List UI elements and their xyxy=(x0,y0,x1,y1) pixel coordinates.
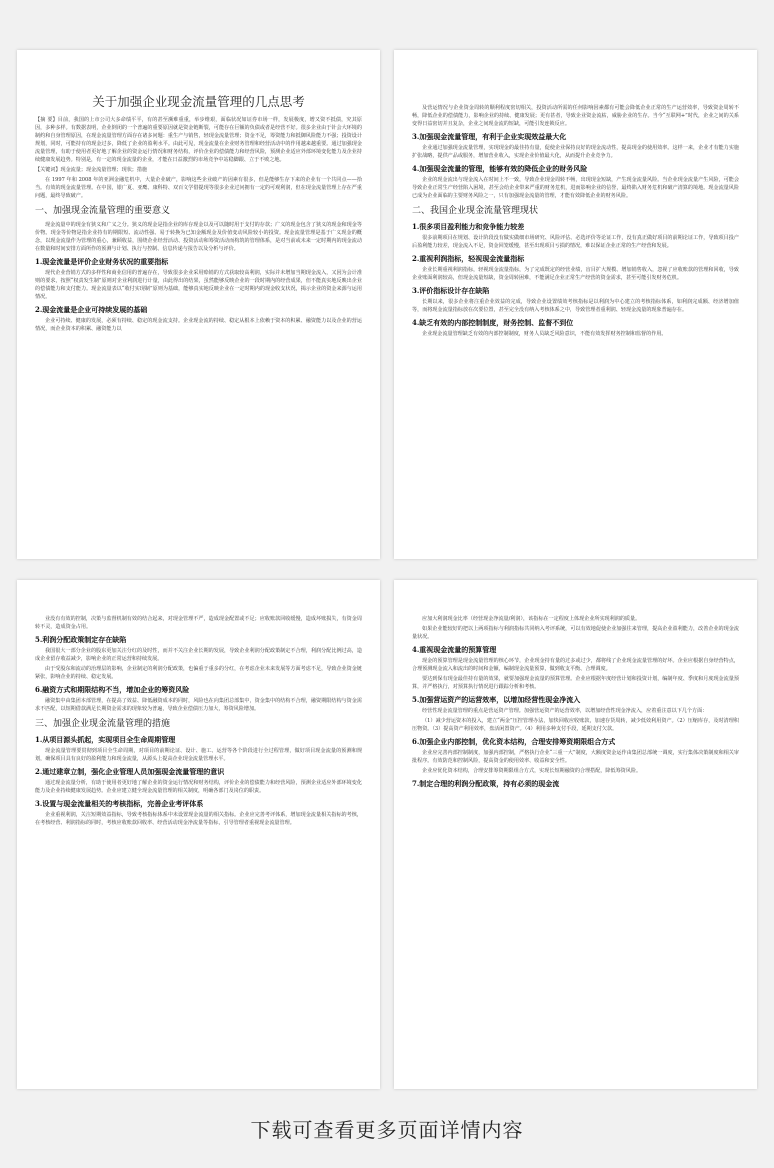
paragraph: 及营运情况与企业资金周转的顺利程度密切相关，投资活动所需的任何影响因素都有可能会降低企业正常的生产运营效率，导致资金周转不畅，降低企业的偿债能力，影响企业的持续、健康发展；更有甚者，导致企业资金流枯，威胁企业的生存。当今“互联网+”时代，企业之间的关系变得日益密切并且复杂，企业之间现金流的短缺，可能引发连锁反应。 xyxy=(412,105,739,127)
paragraph: 由于受股东和流动的治理层的影响，企业制定的利润分配政策，也偏重于重多的分红，在考虑企业未来发展等方面考虑不足，导致企业资金链紧张，影响企业的持续、稳定发展。 xyxy=(35,666,362,680)
document-page-3 xyxy=(17,580,380,1089)
document-page-4 xyxy=(394,580,757,1089)
subsection-heading: 6.加强企业内部控制，优化资本结构，合理安排筹资期限组合方式 xyxy=(412,737,616,746)
subsection-heading: 3.设置与现金流量相关的考核指标，完善企业考评体系 xyxy=(35,799,204,808)
abstract: 【摘 要】目前，我国的上市公司大多命绩平平，有的甚至濒难重重，举步维艰，面临状况如证券市场一样，发展极度，增又资不抵债，究其原因，多种多样。有数据表明，企业倒闭的一个普遍的重要原因就是资金链断裂，可能存在巨额的负债或者是经营不好。很多企业由于针会大环境的制约和自身管理原因，在现金流量管理方面存在诸多问题：重生产与销售，轻现金流量管理；资金不足，筹资能力和抵御风险能力不强；投资设计规划，同时，可能持有的现金过多，降低了企业的盈利水平。由此可见，现金流量在企业财务管理和经营活动中的作用越来越重要。通过加强现金流量管理，有助于使用者更好地了解企业的资金运行情况和财务结构，评价企业的偿债能力和经营风险，预测企业适应外部环境变化能力及企业持续健康发展趋势。特别是，有一定的现金流量的企业，才能在日益激烈的市场竞争中站稳脚跟、立于不败之地。 xyxy=(35,117,362,163)
subsection-heading: 7.制定合理的利润分配政策，持有必须的现金流 xyxy=(412,779,560,788)
paragraph: （1）减少营运资本的投入，建立“两金”压控管理办法，加快回收应收账款，加速存货周转，减少低效利用资产。（2）压缩库存，及时清理积压物资。（3）提高资产利用效率，盘活闲置资产。（4）利用多种支付手段，延期支付欠款。 xyxy=(412,718,739,732)
paragraph: 现代企业营销方式的多样性和商业信用的普遍存在，导致很多企业采用赊销的方式获取较高利润，实际并未增加当期现金流入，又因为会计准则的要求，按照“权责发生制”原则对企业利润进行计量，由此得出的结果，虽然能够反映企业的一段时期内的经营成果，但不能真实地反映出企业的偿债能力和支付能力。现金流量表以“收付实现制”原则为基础，能够真实地反映企业在一定时期内的现金收支状况，揭示企业的资金来源与运用情况。 xyxy=(35,270,362,300)
paragraph: 业没有有效的控制，决策与监督机制有效的结合起来，对现金管理不严，造成现金配置或不足；应收账款回收缓慢，造成坏账损失，有资金周转不灵，造成资金占用。 xyxy=(35,616,362,630)
subsection-heading: 5.利润分配政策制定存在缺陷 xyxy=(35,635,127,644)
paragraph: 企业应优化资本结构，合理安排筹资期限组合方式，实现长短期融资的合理搭配，降低筹资风险。 xyxy=(422,768,642,774)
paragraph: 企业的现金流出与现金流入在时间上不一致，导致企业现金周转不畅，出现现金短缺，产生现金流量风险。当企业现金流量产生风险，可能会导致企业正常生产经营陷入困境，甚至会给企业带来严重的财务危机，进而影响企业的信誉，最终陷入财务危机和破产清算的境地。现金流量风险已成为企业面临的主要财务风险之一，只有加强现金流量的管理，才能有效降低企业的财务风险。 xyxy=(412,177,739,199)
paragraph: 企业可持续、健康的发展，必须有持续、稳定的现金流支持。企业现金流的持续、稳定从根本上依赖于资本的积累、融资能力以及企业的营运情况，而企业资本的积累、融资能力以 xyxy=(35,318,362,332)
subsection-heading: 4.缺乏有效的内部控制制度，财务控制、监督不到位 xyxy=(412,318,574,327)
subsection-heading: 2.现金流量是企业可持续发展的基础 xyxy=(35,305,148,314)
document-page-1 xyxy=(17,50,380,559)
paragraph: 融资集中由集团本部管理，在提高了效益、降低融资成本的同时，风险也在向集团总部集中，资金集中的结构不合理，融资期限结构与资金需求不匹配，以短期借款满足长期资金需求的现象较为普遍，导致企业偿债压力加大，筹资风险增加。 xyxy=(35,698,362,712)
paragraph: 企业应完善内部控制制度，加强内部控制，严格执行企业“三重一大”制度，大额度资金运作由集团总部统一调度，实行集体决策制度和相关审批程序。有效防范和控制风险，提高资金的使用效率、收益和安全性。 xyxy=(412,750,739,764)
subsection-heading: 2.通过建章立制，强化企业管理人员加强现金流量管理的意识 xyxy=(35,767,225,776)
section-heading: 三、加强企业现金流量管理的措施 xyxy=(35,719,171,729)
subsection-heading: 1.现金流量是评价企业财务状况的重要指标 xyxy=(35,257,169,266)
paragraph: 经营性现金流量管理的重点是营运资产管理。加强营运资产的运营效率，以增加经营性现金净流入，应着重注意以下几个方面： xyxy=(422,708,708,714)
paragraph: 我国很大一部分企业的股东更加关注分红的及时性，而并不关注企业长期的发展，导致企业利润分配政策制定不合理，利润分配比例过高，造成企业留存收益减少，影响企业的正常运营和持续发展。 xyxy=(35,648,362,662)
subsection-heading: 2.重视利润指标，轻视现金流量指标 xyxy=(412,254,525,263)
download-more-caption: 下载可查看更多页面详情内容 xyxy=(250,1118,524,1142)
subsection-heading: 3.加强现金流量管理，有利于企业实现效益最大化 xyxy=(412,132,567,141)
section-heading: 一、加强现金流量管理的重要意义 xyxy=(35,206,171,216)
subsection-heading: 6.融资方式和期限结构不当，增加企业的筹资风险 xyxy=(35,685,190,694)
paragraph: 现金的预算管理是现金流量管理的核心环节，企业现金持有量的过多或过少，都将线了企业现金流量管理的好坏。企业应根据自身经营特点，合理预测现金流入和流出的时间和金额，编制现金流量预算，做到收支平衡、合理调度。 xyxy=(412,658,739,672)
paragraph: 现金流量中的现金有狭义和广义之分。狭义的现金是指企业的库存现金以及可以随时用于支付的存款；广义的现金包含了狭义的现金和现金等价物。现金等价物是指企业持有的期限短、流动性强、易于转换为已知金额现金及价值变动风险较小的投资。现金流量管理是基于广义现金的概念，以现金流量作为管理的重心，兼顾收益，围绕企业经营活动、投资活动和筹资活动而构筑的管理体系，是对当前或未来一定时期内的现金流动在数量和时间安排方面所作的预测与计划、执行与控制、信息传递与报告以及分析与评价。 xyxy=(35,222,362,252)
section-heading: 二、我国企业现金流量管理现状 xyxy=(412,206,539,216)
paragraph: 企业长期重视利润指标，轻视现金流量指标，为了完成既定的经营业绩，盲目扩大规模、增加销售收入，忽视了应收账款的管理和回收，导致企业账面利润较高，但现金流量短缺，资金周转困难，不能满足企业正常生产经营的资金需求，甚至可能引发财务危机。 xyxy=(412,267,739,281)
paragraph: 要达到保有现金最佳持有量的效果，就要加强现金流量的预算管理。企业应根据年度经营计划和投资计划，编制年度、季度和月度现金流量预算，并严格执行，对预算执行情况进行跟踪分析和考核。 xyxy=(412,676,739,690)
subsection-heading: 5.加强营运资产的运营效率，以增加经营性现金净流入 xyxy=(412,695,581,704)
subsection-heading: 4.重视现金流量的预算管理 xyxy=(412,645,497,654)
keywords: 【关键词】现金流量；现金流量管理；现状；措施 xyxy=(35,167,148,173)
subsection-heading: 3.评价指标设计存在缺陷 xyxy=(412,286,490,295)
paragraph: 通过现金流量分析，有助于使用者更好地了解企业的资金运行情况和财务结构，评价企业的偿债能力和经营风险，预测企业适应外部环境变化能力及企业持续健康发展趋势。企业应建立健全现金流量管理的相关制度，明确各部门及岗位的职责。 xyxy=(35,780,362,794)
paragraph: 很多前期项目在规划、设计阶段没有做实做细市场研究、风险评估、必选评价等论证工作，没有真正做好项目的前期论证工作，导致项目投产后盈利能力较差，现金流入不足，资金回笼缓慢，甚至出现项目亏损的情况，难以保证企业正常的生产经营和发展。 xyxy=(412,235,739,249)
paragraph: 如果企业能较好的把以上两项指标与利润指标共同纳入考评系统，可以有效地促使企业加强往来管理，提高企业盈利能力，改善企业的现金流量状况。 xyxy=(412,626,739,640)
document-page-2 xyxy=(394,50,757,559)
paragraph: 在 1997 年和 2008 年的亚洲金融危机中，大量企业破产，影响这些企业破产的因素有很多，但是能够生存下来的企业有一个共同点——拾当。有效的现金流量管理。在中国，银广夏、亚鹰、康科特、双百文学借提现等很多企业过问拥有一定的可观利润，但在现金流量管理上存在严重问题，最终导致破产。 xyxy=(35,177,362,199)
paragraph: 企业现金流量管理缺乏有效的内部控制制度，财务人员缺乏风险意识，不能有效发挥财务控制和监督的作用。 xyxy=(422,331,667,337)
paragraph: 企业重视利润，关注短期效益指标，导致考核指标体系中未设置现金流量的相关指标。企业应完善考评体系，增加现金流量相关指标的考核，在考核经营、利润指标的同时，考核应收账款回收率、经营活动现金净流量等指标，引导管理者重视现金流量管理。 xyxy=(35,812,362,826)
paragraph: 应加大利润现金比率（经营现金净流量/利润），该指标在一定程度上体现企业所实现利润的质量。 xyxy=(422,616,641,622)
subsection-heading: 1.很多项目盈利能力和竞争能力较差 xyxy=(412,222,525,231)
paragraph: 长期以来，很多企业将注重企业效益的完成，导致企业设置绩效考核指标是以利润为中心建立的考核指标体系，如利润完成额、经济增加值等，而将现金流量指标放在次要位置，甚至完全没有纳入考核体系之中，导致管理者重利润、轻现金流量的现象普遍存在。 xyxy=(412,299,739,313)
subsection-heading: 4.加强现金流量的管理，能够有效的降低企业的财务风险 xyxy=(412,164,588,173)
document-title: 关于加强企业现金流量管理的几点思考 xyxy=(92,94,305,109)
paragraph: 现金流量管理要贯彻到项目全生命周期，对项目的前期论证、设计、施工、运营等各个阶段进行全过程管理，做好项目现金流量的预测和规划，确保项目具有良好的盈利能力和现金流量，从源头上提高企业现金流量管理水平。 xyxy=(35,748,362,762)
subsection-heading: 1.从项目源头抓起，实现项目全生命周期管理 xyxy=(35,735,176,744)
paragraph: 企业通过加强现金流量管理，实现现金的最佳持有量，促使企业保持良好的现金流动性，提高现金的使用效率。这样一来，企业才有能力实施扩张战略，提供产品或服务，增加营业收入，实现企业价值最大化，从而提升企业竞争力。 xyxy=(412,145,739,159)
